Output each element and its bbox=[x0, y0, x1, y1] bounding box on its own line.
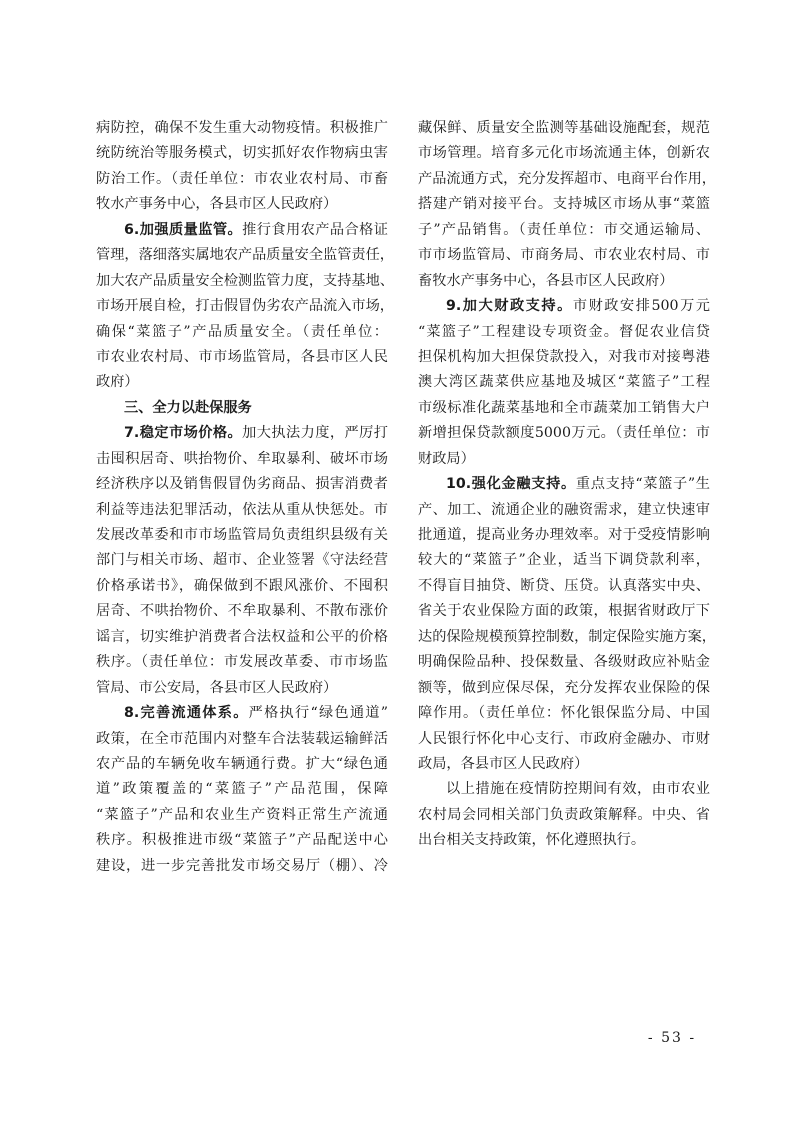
line-text: 搭建产销对接平台。支持城区市场从事“菜篮 bbox=[418, 196, 710, 213]
line-text: 病防控，确保不发生重大动物疫情。积极推广 bbox=[96, 120, 388, 136]
text-line bbox=[418, 625, 716, 650]
line-text: 产、加工、流通企业的融资需求，建立快速审 bbox=[418, 501, 710, 518]
line-text: 道”政策覆盖的“菜篮子”产品范围，保障 bbox=[96, 781, 388, 798]
text-line bbox=[418, 498, 710, 523]
line-text: “菜篮子”产品和农业生产资料正常生产流通 bbox=[96, 806, 388, 823]
line-text: 畜牧水产事务中心，各县市区人民政府） bbox=[418, 272, 674, 289]
text-line bbox=[96, 803, 388, 828]
line-text: 财政局） bbox=[418, 450, 475, 467]
line-text: 市场开展自检，打击假冒伪劣农产品流入市场， bbox=[96, 298, 394, 315]
line-text: 防治工作。（责任单位：市农业农村局、市畜 bbox=[96, 170, 388, 187]
text-line bbox=[96, 498, 388, 523]
paragraph-lead-line bbox=[96, 218, 388, 243]
text-line bbox=[418, 192, 710, 217]
line-text: 新增担保贷款额度5000万元。（责任单位：市 bbox=[418, 425, 710, 442]
text-line bbox=[418, 574, 710, 599]
line-text: 管局、市公安局，各县市区人民政府） bbox=[96, 679, 338, 696]
item-title: 7.稳定市场价格。 bbox=[124, 425, 243, 442]
item-title: 9.加大财政支持。 bbox=[446, 298, 573, 315]
text-line bbox=[96, 625, 388, 650]
text-line bbox=[96, 294, 394, 319]
text-line bbox=[96, 854, 388, 879]
text-line bbox=[418, 421, 710, 446]
line-text: 较大的“菜篮子”企业，适当下调贷款利率， bbox=[418, 552, 710, 569]
text-line bbox=[418, 803, 710, 828]
text-line bbox=[96, 777, 388, 802]
left-column bbox=[96, 116, 394, 879]
line-text: 市市场监管局、市商务局、市农业农村局、市 bbox=[418, 247, 710, 264]
line-text: 政策，在全市范围内对整车合法装载运输鲜活 bbox=[96, 730, 388, 747]
page-number: - 53 - bbox=[647, 1030, 697, 1046]
text-line bbox=[418, 116, 710, 141]
line-text: 批通道，提高业务办理效率。对于受疫情影响 bbox=[418, 527, 710, 543]
text-line bbox=[418, 218, 710, 243]
line-text: 部门与相关市场、超市、企业签署《守法经营 bbox=[96, 552, 388, 569]
line-text: 农村局会同相关部门负责政策解释。中央、省 bbox=[418, 806, 710, 823]
line-text: 以上措施在疫情防控期间有效，由市农业 bbox=[446, 781, 710, 798]
line-text: “菜篮子”工程建设专项资金。督促农业信贷 bbox=[418, 323, 710, 340]
text-line bbox=[418, 141, 710, 166]
text-line bbox=[96, 676, 388, 701]
line-text: 发展改革委和市市场监管局负责组织县级有关 bbox=[96, 527, 388, 543]
text-line bbox=[96, 269, 394, 294]
line-text: 政府） bbox=[96, 374, 139, 391]
line-text: 谣言，切实维护消费者合法权益和公平的价格 bbox=[96, 628, 388, 645]
line-text: 击囤积居奇、哄抬物价、牟取暴利、破坏市场 bbox=[96, 450, 388, 467]
text-line bbox=[96, 599, 388, 624]
line-text: 居奇、不哄抬物价、不牟取暴利、不散布涨价 bbox=[96, 603, 388, 620]
text-line bbox=[418, 599, 710, 624]
line-text: 价格承诺书》，确保做到不跟风涨价、不囤积 bbox=[96, 577, 388, 594]
paragraph-lead-line bbox=[96, 421, 388, 446]
text-line bbox=[96, 472, 388, 497]
line-text: 市场管理。培育多元化市场流通主体，创新农 bbox=[418, 145, 710, 162]
line-text: 担保机构加大担保贷款投入，对我市对接粤港 bbox=[418, 348, 710, 365]
line-text: 加大执法力度，严厉打 bbox=[242, 425, 388, 442]
text-line bbox=[96, 243, 394, 268]
line-text: 统防统治等服务模式，切实抓好农作物病虫害 bbox=[96, 145, 388, 162]
line-text: 秩序。（责任单位：市发展改革委、市市场监 bbox=[96, 654, 388, 671]
line-text: 推行食用农产品合格证 bbox=[242, 221, 388, 238]
line-text: 澳大湾区蔬菜供应基地及城区“菜篮子”工程 bbox=[418, 374, 710, 391]
text-line bbox=[96, 141, 388, 166]
text-line bbox=[418, 243, 710, 268]
line-text: 省关于农业保险方面的政策，根据省财政厅下 bbox=[418, 603, 710, 620]
line-text: 额等，做到应保尽保，充分发挥农业保险的保 bbox=[418, 679, 710, 696]
text-line bbox=[418, 523, 710, 548]
text-line bbox=[418, 727, 710, 752]
text-line bbox=[418, 320, 710, 345]
paragraph-lead-line bbox=[418, 294, 710, 319]
line-text: 经济秩序以及销售假冒伪劣商品、损害消费者 bbox=[96, 476, 388, 493]
text-line bbox=[96, 167, 388, 192]
line-text: 达的保险规模预算控制数，制定保险实施方案， bbox=[418, 628, 716, 645]
text-line bbox=[96, 650, 388, 675]
line-text: 不得盲目抽贷、断贷、压贷。认真落实中央、 bbox=[418, 577, 710, 594]
line-text: 子”产品销售。（责任单位：市交通运输局、 bbox=[418, 221, 710, 238]
text-line bbox=[418, 548, 710, 573]
line-text: 加大农产品质量安全检测监管力度，支持基地、 bbox=[96, 272, 394, 289]
line-text: 利益等违法犯罪活动，依法从重从快惩处。市 bbox=[96, 501, 388, 518]
line-text: 秩序。积极推进市级“菜篮子”产品配送中心 bbox=[96, 832, 388, 849]
text-line bbox=[418, 701, 710, 726]
text-line bbox=[96, 574, 388, 599]
line-text: 确保“菜篮子”产品质量安全。（责任单位： bbox=[96, 323, 388, 340]
item-title: 10.强化金融支持。 bbox=[446, 476, 576, 493]
line-text: 农产品的车辆免收车辆通行费。扩大“绿色通 bbox=[96, 755, 388, 772]
line-text: 产品流通方式，充分发挥超市、电商平台作用， bbox=[418, 170, 716, 187]
text-line bbox=[96, 192, 388, 217]
line-text: 市财政安排500万元 bbox=[572, 298, 710, 315]
line-text: 出台相关支持政策，怀化遵照执行。 bbox=[418, 832, 646, 849]
line-text: 明确保险品种、投保数量、各级财政应补贴金 bbox=[418, 654, 710, 671]
line-text: 人民银行怀化中心支行、市政府金融办、市财 bbox=[418, 730, 710, 747]
section-heading: 三、全力以赴保服务 bbox=[124, 399, 252, 416]
text-line bbox=[96, 320, 388, 345]
text-line bbox=[418, 269, 710, 294]
text-line bbox=[418, 396, 710, 421]
text-line bbox=[96, 447, 388, 472]
paragraph-lead-line bbox=[418, 472, 710, 497]
text-line bbox=[96, 370, 388, 395]
text-line bbox=[418, 370, 710, 395]
text-line bbox=[96, 548, 388, 573]
text-line bbox=[96, 345, 388, 370]
text-line bbox=[96, 828, 388, 853]
line-text: 建设，进一步完善批发市场交易厅（棚）、冷 bbox=[96, 857, 388, 874]
line-text: 市级标准化蔬菜基地和全市蔬菜加工销售大户 bbox=[418, 399, 710, 416]
item-title: 6.加强质量监管。 bbox=[124, 221, 243, 238]
text-line bbox=[418, 777, 710, 802]
line-text: 障作用。（责任单位：怀化银保监分局、中国 bbox=[418, 705, 710, 722]
paragraph-lead-line bbox=[96, 701, 388, 726]
text-line bbox=[418, 828, 710, 853]
text-line bbox=[418, 345, 710, 370]
line-text: 藏保鲜、质量安全监测等基础设施配套，规范 bbox=[418, 120, 710, 136]
text-line bbox=[96, 752, 388, 777]
text-line bbox=[418, 447, 710, 472]
text-line bbox=[96, 116, 388, 141]
line-text: 严格执行“绿色通道” bbox=[248, 705, 388, 722]
line-text: 市农业农村局、市市场监管局，各县市区人民 bbox=[96, 348, 388, 365]
item-title: 8.完善流通体系。 bbox=[124, 705, 249, 722]
text-line bbox=[418, 676, 710, 701]
line-text: 重点支持“菜篮子”生 bbox=[575, 476, 710, 493]
text-line bbox=[418, 650, 710, 675]
line-text: 牧水产事务中心，各县市区人民政府） bbox=[96, 196, 338, 213]
right-column bbox=[418, 116, 716, 854]
text-line bbox=[418, 752, 710, 777]
text-line bbox=[96, 523, 388, 548]
line-text: 管理，落细落实属地农产品质量安全监管责任， bbox=[96, 247, 394, 264]
line-text: 政局，各县市区人民政府） bbox=[418, 755, 589, 772]
text-line bbox=[418, 167, 716, 192]
text-line bbox=[96, 727, 388, 752]
